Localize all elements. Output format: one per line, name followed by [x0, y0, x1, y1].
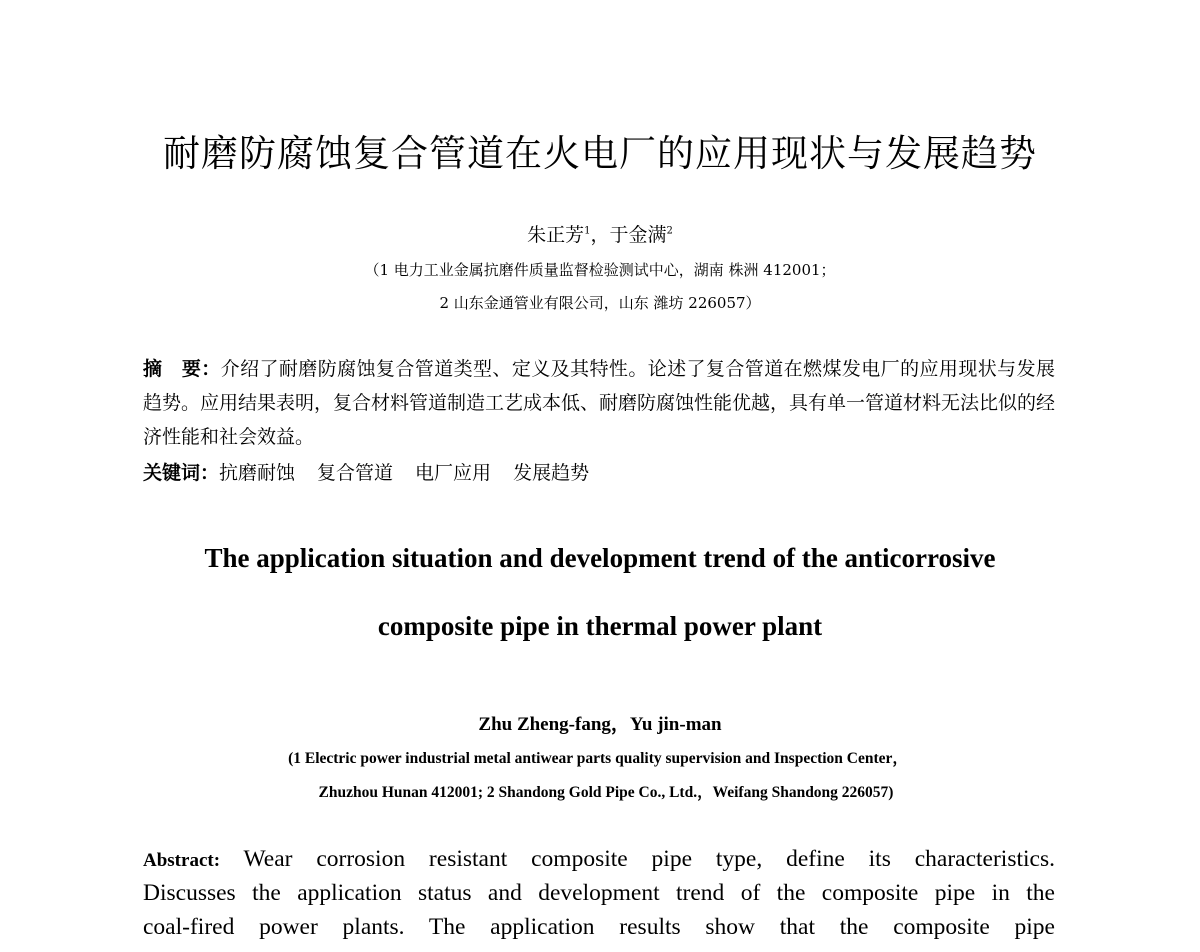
keyword-item: 抗磨耐蚀: [219, 462, 296, 484]
abstract-english-line-2: Discusses the application status and development trend of the composite pipe in the: [143, 880, 1055, 906]
abstract-english: [143, 842, 1055, 944]
keyword-item: 电厂应用: [415, 462, 492, 484]
author-2-affiliation-mark: 2: [666, 225, 673, 237]
keywords-chinese: [143, 456, 1055, 490]
keyword-item: 发展趋势: [513, 462, 590, 484]
title-english-line-1: The application situation and development trend of the anticorrosive: [204, 543, 996, 573]
abstract-english-line-1: [143, 842, 1055, 876]
author-2-name: 于金满: [609, 224, 667, 246]
author-separator: ，: [590, 224, 610, 246]
keyword-item: 复合管道: [317, 462, 394, 484]
author-1-name: 朱正芳: [527, 224, 585, 246]
keywords-chinese-label: 关键词：: [143, 462, 220, 484]
affiliation-chinese-line-1: （1 电力工业金属抗磨件质量监督检验测试中心，湖南 株洲 412001；: [364, 261, 836, 279]
authors-english: Zhu Zheng-fang，Yu jin-man: [478, 714, 722, 735]
abstract-english-text-1: Wear corrosion resistant composite pipe type, define its characteristics.: [243, 846, 1055, 872]
affiliation-chinese-line-2: 2 山东金通管业有限公司，山东 潍坊 226057）: [439, 294, 761, 312]
abstract-english-line-3: coal-fired power plants. The application results show that the composite pipe: [143, 914, 1055, 940]
author-1-affiliation-mark: 1: [584, 225, 591, 237]
abstract-chinese: [143, 352, 1055, 454]
affiliation-english-line-2: Zhuzhou Hunan 412001; 2 Shandong Gold Pipe Co., Ltd.，Weifang Shandong 226057): [318, 784, 894, 801]
abstract-english-label: Abstract:: [143, 850, 221, 871]
abstract-chinese-label: 摘 要：: [143, 358, 221, 380]
authors-chinese: [0, 222, 1200, 248]
abstract-chinese-text: 介绍了耐磨防腐蚀复合管道类型、定义及其特性。论述了复合管道在燃煤发电厂的应用现状与发展趋势。应用结果表明，复合材料管道制造工艺成本低、耐磨防腐蚀性能优越，具有单一管道材料无法比似的经济性能和社会效益。: [143, 358, 1056, 448]
title-english-line-2: composite pipe in thermal power plant: [377, 611, 823, 641]
affiliation-english-line-1: (1 Electric power industrial metal antiwear parts quality supervision and Inspection Center，: [288, 750, 908, 767]
title-chinese: 耐磨防腐蚀复合管道在火电厂的应用现状与发展趋势: [163, 132, 1037, 175]
